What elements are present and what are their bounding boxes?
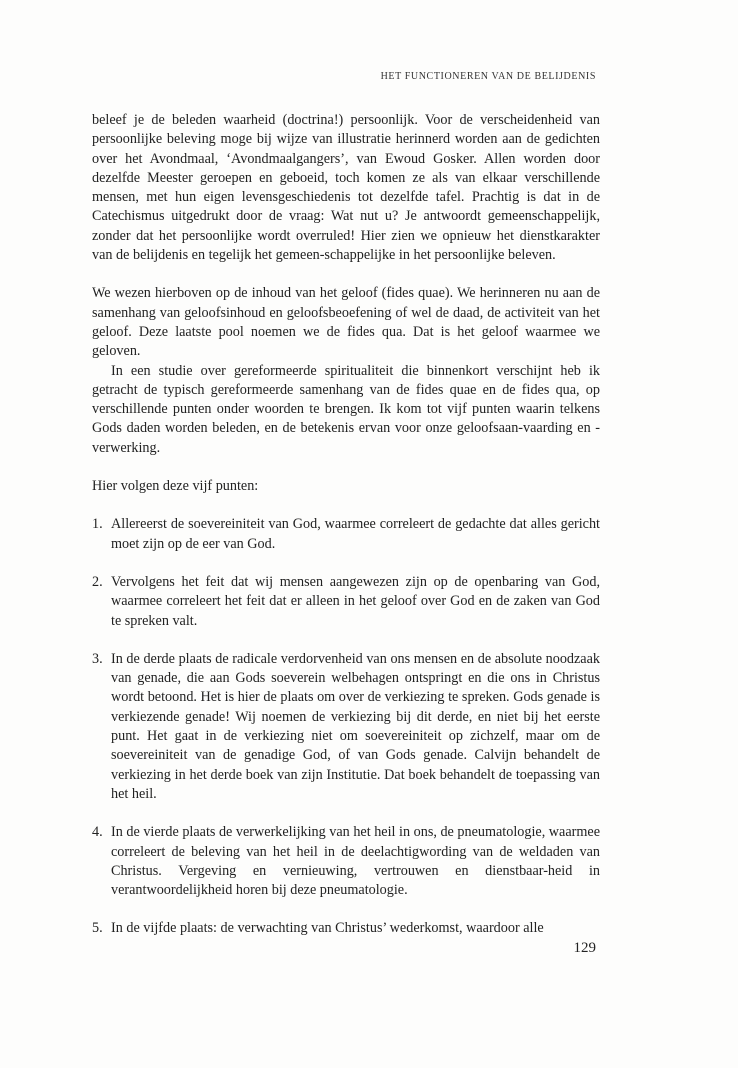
paragraph: beleef je de beleden waarheid (doctrina!) persoonlijk. Voor de verscheidenheid van persoonlijke beleving moge bij wijze van illustratie herinnerd worden aan de gedichten over het Avondmaal, ‘Avondmaalgangers’, van Ewoud Gosker. Allen worden door dezelfde Meester geroepen en geboeid, toch komen ze als van elkaar verschillende mensen, met hun eigen levensgeschiedenis tot dezelfde tafel. Prachtig is dat in de Catechismus uitgedrukt door de vraag: Wat nut u? Je antwoordt gemeenschappelijk, zonder dat het persoonlijke wordt overruled! Hier zien we opnieuw het dienstkarakter van de belijdenis en tegelijk het gemeen-schappelijke in het persoonlijke beleven. [92, 112, 600, 264]
list-intro: Hier volgen deze vijf punten: [92, 478, 259, 495]
paragraph: We wezen hierboven op de inhoud van het geloof (fides quae). We herinneren nu aan de samenhang van geloofsinhoud en geloofsbeoefening of wel de daad, de activiteit van het geloof. Deze laatste pool noemen we de fides qua. Dat is het geloof waarmee we geloven. [92, 285, 600, 360]
list-number: 2. [92, 573, 103, 590]
list-item-text: In de vijfde plaats: de verwachting van Christus’ wederkomst, waardoor alle [111, 920, 544, 937]
list-item-text: In de derde plaats de radicale verdorvenheid van ons mensen en de absolute noodzaak van genade, die aan Gods soeverein welbehagen ontspringt en die ons in Christus wordt betoond. Het is hier de plaats om over de verkiezing te spreken. Gods genade is verkiezende genade! Wij noemen de verkiezing bij dit derde, en niet bij het eerste punt. Het gaat in de verkiezing niet om soevereiniteit op zichzelf, maar om de soevereiniteit van de genadige God, of van Gods genade. Calvijn behandelt de verkiezing in het derde boek van zijn Institutie. Dat boek behandelt de toepassing van het heil. [111, 650, 600, 802]
list-number: 1. [92, 516, 103, 533]
main-text [92, 111, 600, 939]
list-item-text: In de vierde plaats de verwerkelijking van het heil in ons, de pneumatologie, waarmee correleert de beleving van het heil in de deelachtigwording van de weldaden van Christus. Vergeving en vernieuwing, vertrouwen en dienstbaar-heid in verantwoordelijkheid horen bij deze pneumatologie. [111, 824, 600, 899]
list-number: 4. [92, 824, 103, 841]
list-item [92, 919, 600, 938]
paragraph: In een studie over gereformeerde spiritualiteit die binnenkort verschijnt heb ik getracht de typisch gereformeerde samenhang van de fides quae en de fides qua, op verschillende punten onder woorden te brengen. Ik kom tot vijf punten waarin telkens Gods daden worden beleden, en de betekenis ervan voor onze geloofsaan-vaarding en -verwerking. [92, 362, 600, 456]
list-item [92, 650, 600, 804]
numbered-list [92, 515, 600, 938]
running-head: HET FUNCTIONEREN VAN DE BELIJDENIS [380, 71, 596, 82]
list-number: 3. [92, 650, 103, 667]
page-number: 129 [573, 940, 596, 956]
list-item-text: Vervolgens het feit dat wij mensen aangewezen zijn op de openbaring van God, waarmee correleert het feit dat er alleen in het geloof over God en de zaken van God te spreken valt. [111, 573, 600, 629]
list-item [92, 515, 600, 554]
list-item [92, 573, 600, 631]
list-item-text: Allereerst de soevereiniteit van God, waarmee correleert de gedachte dat alles gericht moet zijn op de eer van God. [111, 516, 600, 552]
list-number: 5. [92, 920, 103, 937]
list-item [92, 823, 600, 900]
